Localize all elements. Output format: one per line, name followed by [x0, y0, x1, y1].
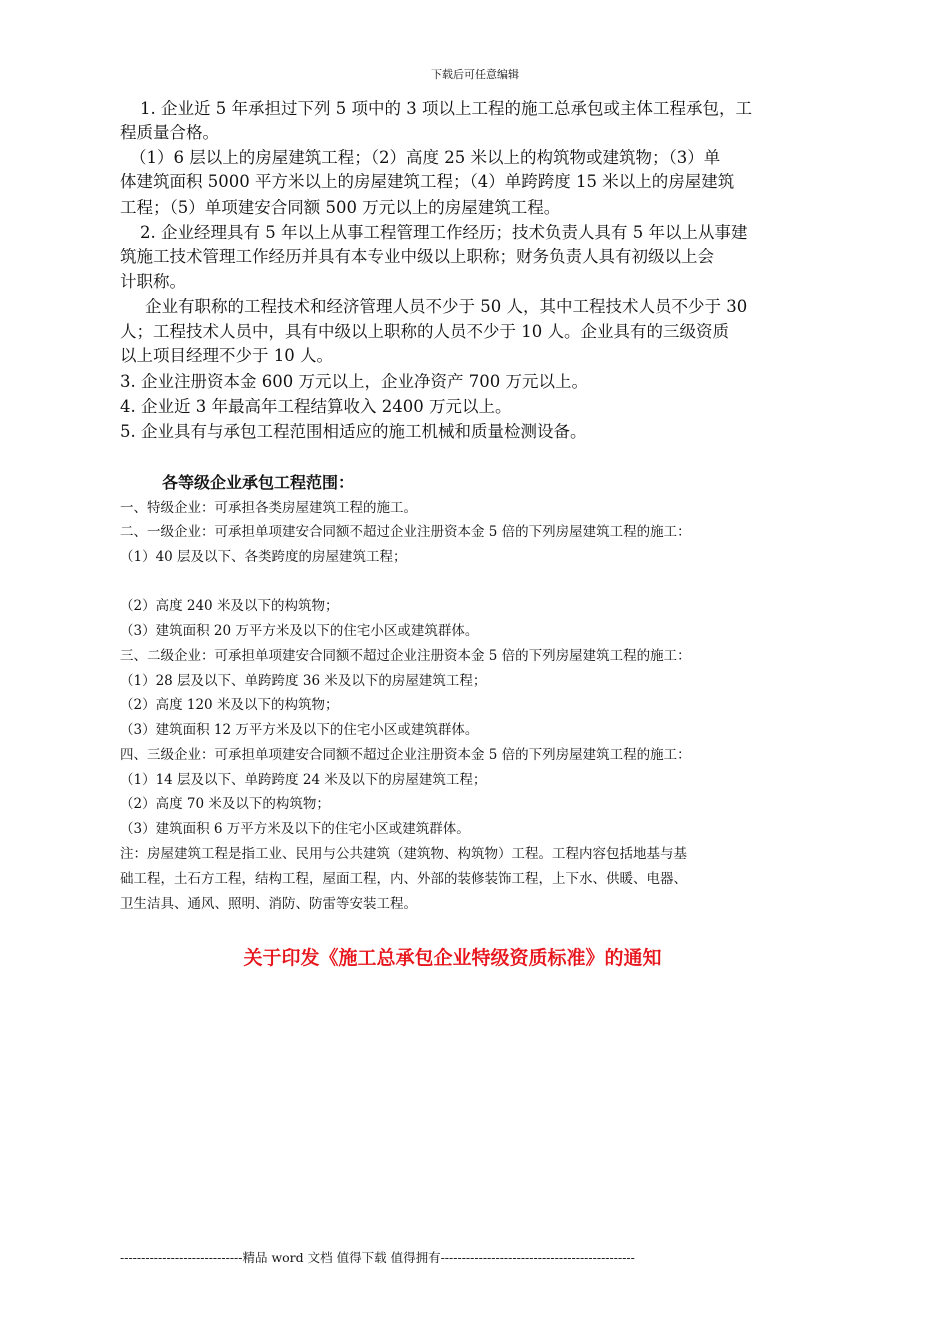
requirement-line: 以上项目经理不少于 10 人。 — [120, 346, 333, 365]
requirement-line: 1. 企业近 5 年承担过下列 5 项中的 3 项以上工程的施工总承包或主体工程承包，工 — [140, 99, 752, 118]
requirement-line: 5. 企业具有与承包工程范围相适应的施工机械和质量检测设备。 — [120, 422, 587, 441]
scope-line: （2）高度 240 米及以下的构筑物； — [120, 598, 339, 614]
requirement-line: 企业有职称的工程技术和经济管理人员不少于 50 人，其中工程技术人员不少于 30 — [145, 297, 748, 316]
scope-section-title: 各等级企业承包工程范围： — [162, 473, 355, 492]
requirement-line: 程质量合格。 — [120, 123, 219, 142]
requirement-line: 筑施工技术管理工作经历并具有本专业中级以上职称；财务负责人具有初级以上会 — [120, 247, 714, 266]
note-line: 注：房屋建筑工程是指工业、民用与公共建筑（建筑物、构筑物）工程。工程内容包括地基与基 — [120, 846, 687, 862]
scope-line: 二、一级企业：可承担单项建安合同额不超过企业注册资本金 5 倍的下列房屋建筑工程的施工： — [120, 524, 691, 540]
requirement-line: 2. 企业经理具有 5 年以上从事工程管理工作经历；技术负责人具有 5 年以上从事建 — [140, 223, 748, 242]
requirement-line: 人；工程技术人员中，具有中级以上职称的人员不少于 10 人。企业具有的三级资质 — [120, 322, 729, 341]
scope-line: （1）14 层及以下、单跨跨度 24 米及以下的房屋建筑工程； — [120, 772, 487, 788]
requirement-line: 3. 企业注册资本金 600 万元以上，企业净资产 700 万元以上。 — [120, 372, 588, 391]
requirement-line: 工程；（5）单项建安合同额 500 万元以上的房屋建筑工程。 — [120, 198, 561, 217]
scope-line: （2）高度 70 米及以下的构筑物； — [120, 796, 330, 812]
requirement-line: 体建筑面积 5000 平方米以上的房屋建筑工程；（4）单跨跨度 15 米以上的房屋建筑 — [120, 172, 735, 191]
requirement-line: 计职称。 — [120, 272, 186, 291]
page-header-note: 下载后可任意编辑 — [431, 68, 519, 81]
scope-line: 一、特级企业：可承担各类房屋建筑工程的施工。 — [120, 500, 417, 516]
scope-line: （2）高度 120 米及以下的构筑物； — [120, 697, 339, 713]
scope-line: （3）建筑面积 6 万平方米及以下的住宅小区或建筑群体。 — [120, 821, 470, 837]
scope-line: 三、二级企业：可承担单项建安合同额不超过企业注册资本金 5 倍的下列房屋建筑工程的施工： — [120, 648, 691, 664]
requirement-line: 4. 企业近 3 年最高年工程结算收入 2400 万元以上。 — [120, 397, 512, 416]
scope-line: （1）28 层及以下、单跨跨度 36 米及以下的房屋建筑工程； — [120, 673, 487, 689]
scope-line: （1）40 层及以下、各类跨度的房屋建筑工程； — [120, 549, 407, 565]
notice-title: 关于印发《施工总承包企业特级资质标准》的通知 — [243, 947, 662, 969]
page-footer: -----------------------------精品 word 文档 值得下载 值得拥有---------------------------------------------- — [120, 1250, 635, 1265]
scope-line: （3）建筑面积 12 万平方米及以下的住宅小区或建筑群体。 — [120, 722, 479, 738]
requirement-line: （1）6 层以上的房屋建筑工程；（2）高度 25 米以上的构筑物或建筑物；（3）单 — [130, 148, 721, 167]
note-line: 卫生洁具、通风、照明、消防、防雷等安装工程。 — [120, 896, 417, 912]
scope-line: 四、三级企业：可承担单项建安合同额不超过企业注册资本金 5 倍的下列房屋建筑工程的施工： — [120, 747, 691, 763]
note-line: 础工程，土石方工程，结构工程，屋面工程，内、外部的装修装饰工程，上下水、供暖、电器、 — [120, 871, 687, 887]
scope-line: （3）建筑面积 20 万平方米及以下的住宅小区或建筑群体。 — [120, 623, 479, 639]
